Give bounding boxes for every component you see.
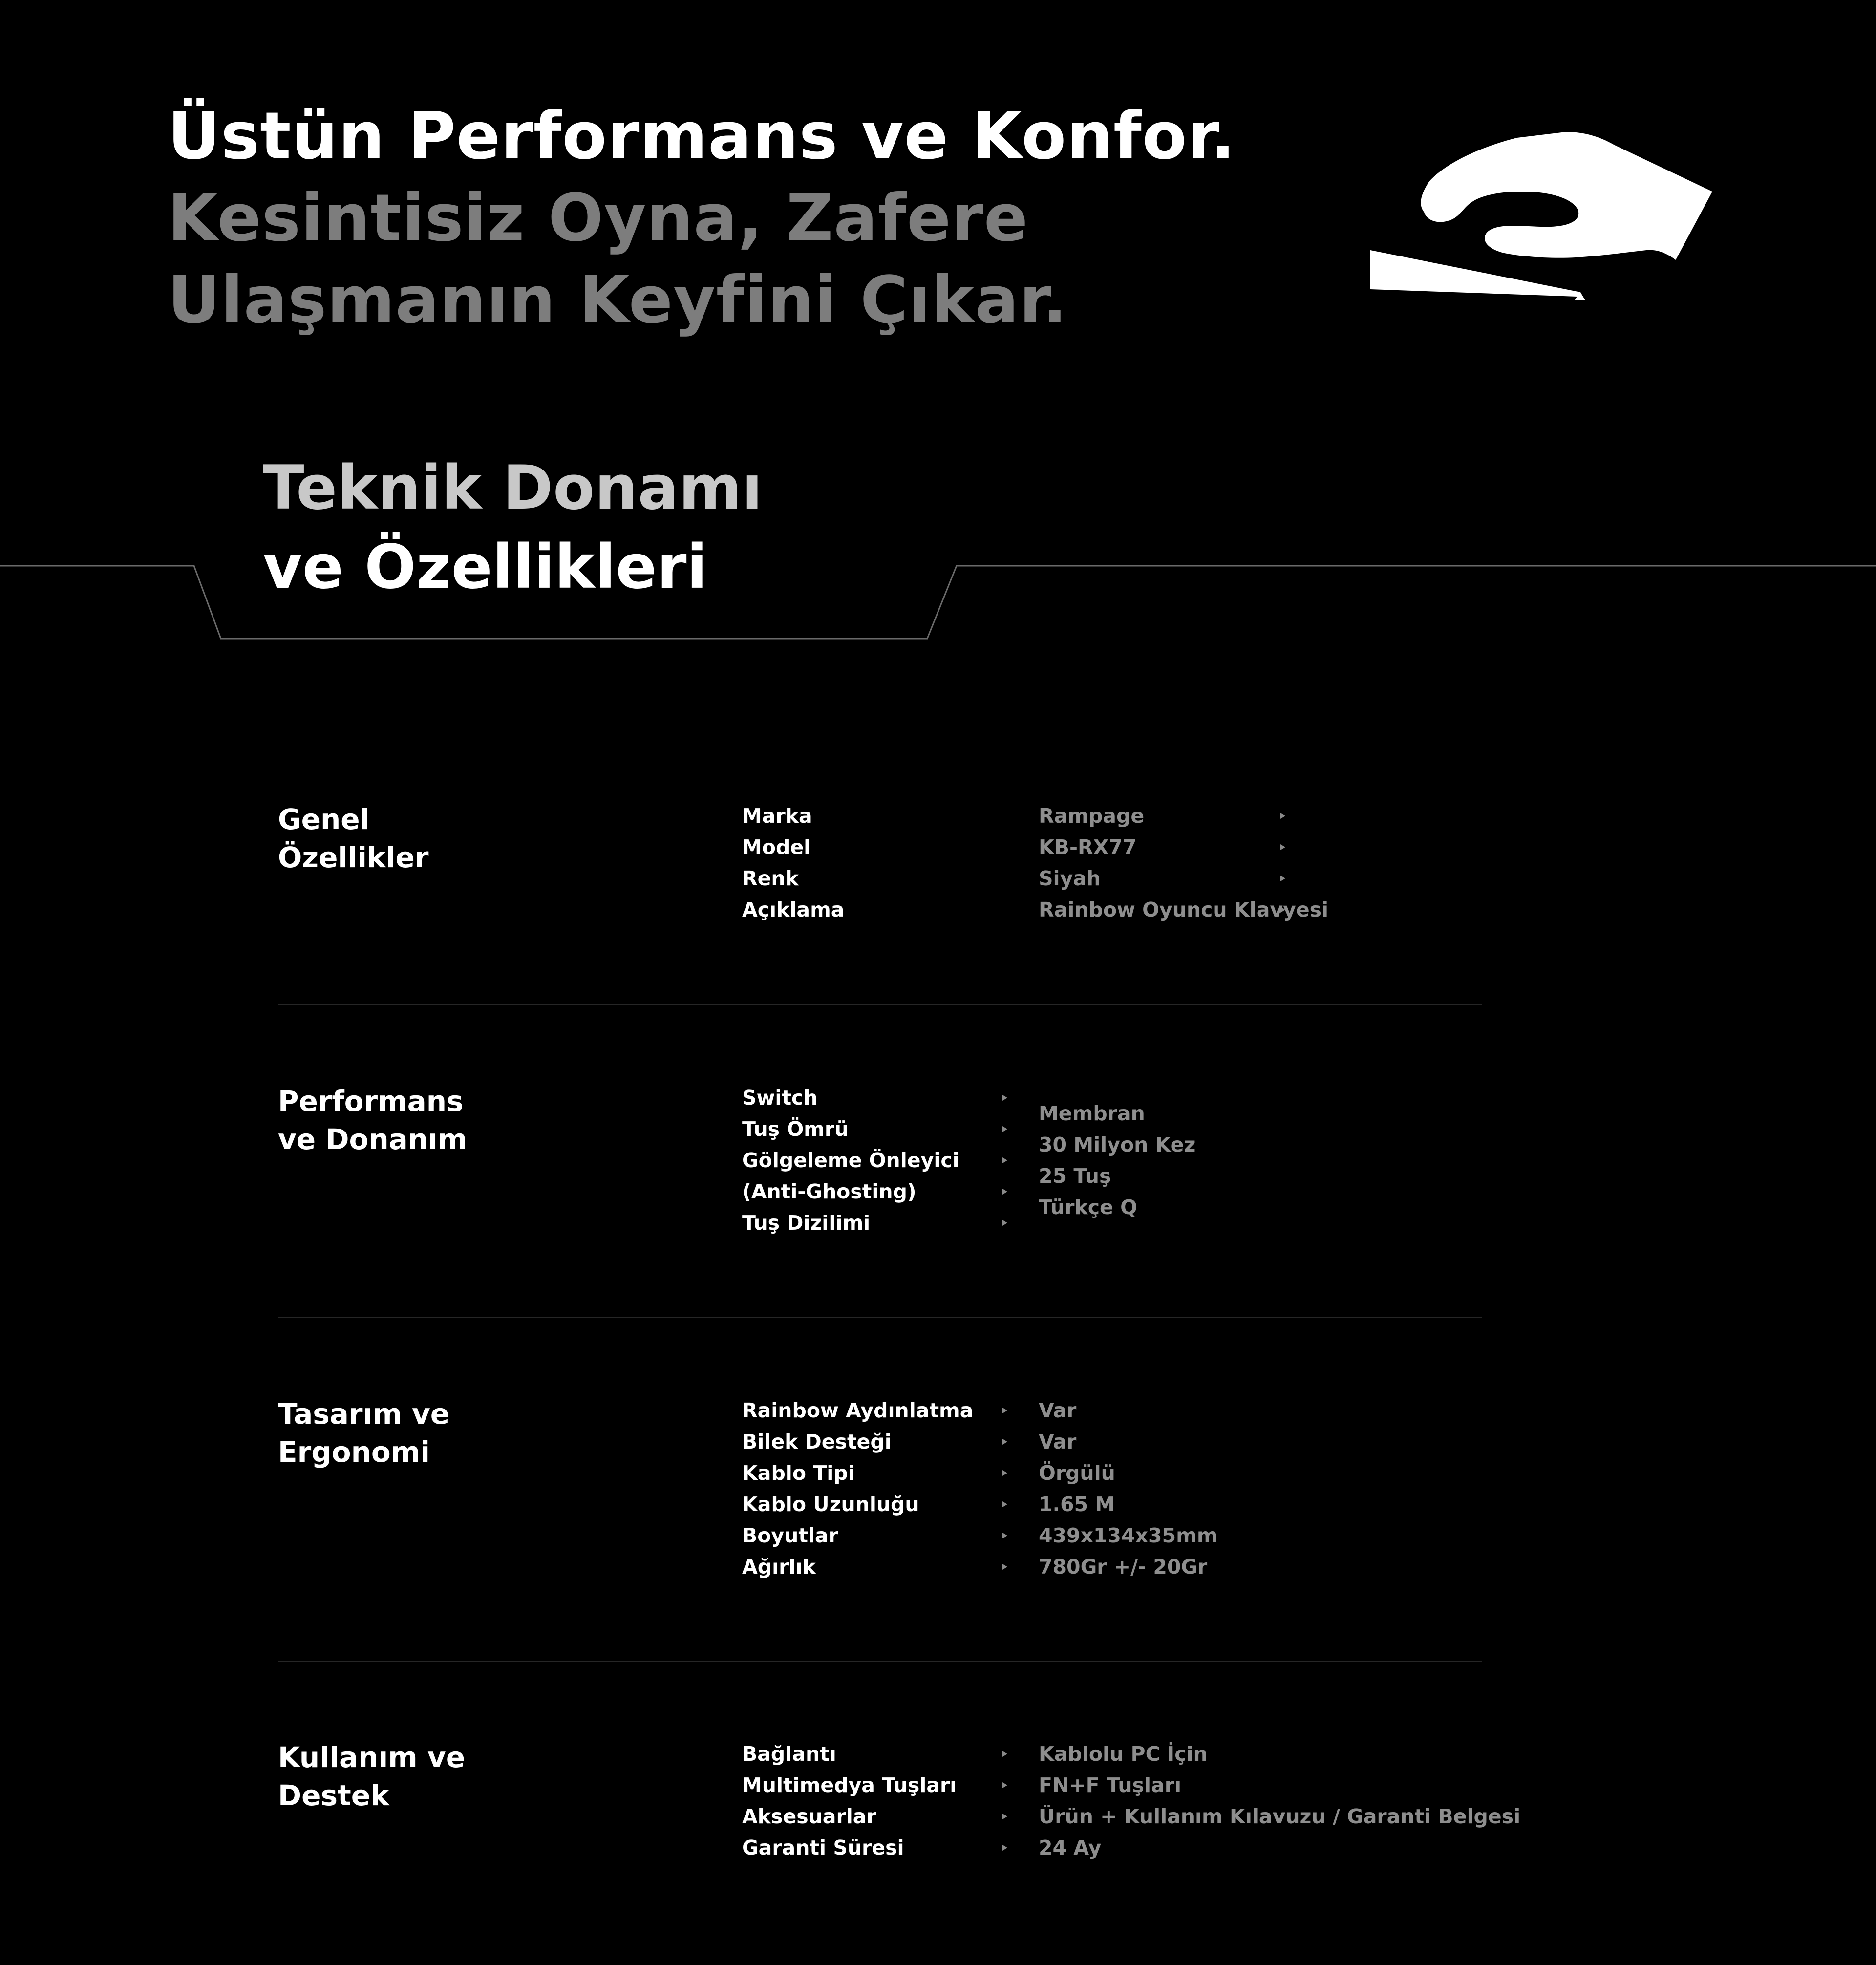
spec-label: Switch [742,1086,818,1110]
spec-value: Rainbow Oyuncu Klavyesi [1039,898,1329,921]
spec-label: Kablo Tipi [742,1461,855,1485]
triangle-right-icon [1002,1501,1007,1507]
group-title [278,1082,669,1158]
triangle-right-icon [1002,1095,1007,1101]
spec-label: Ağırlık [742,1555,816,1579]
spec-value: Örgülü [1039,1461,1115,1485]
triangle-right-icon [1002,1408,1007,1413]
hero-heading [168,95,1236,342]
spec-value: 24 Ay [1039,1836,1102,1859]
divider [278,1317,1482,1318]
triangle-right-icon [1002,1220,1007,1226]
spec-label: Renk [742,867,799,890]
triangle-right-icon [1280,844,1285,850]
triangle-right-icon [1002,1533,1007,1538]
group-title-line-2: Özellikler [278,841,429,874]
group-title-line-1: Performans [278,1085,464,1118]
spec-value: Ürün + Kullanım Kılavuzu / Garanti Belgesi [1039,1805,1521,1828]
divider [278,1004,1482,1005]
spec-value: 780Gr +/- 20Gr [1039,1555,1208,1579]
spec-label: Aksesuarlar [742,1805,876,1828]
triangle-right-icon [1002,1189,1007,1195]
triangle-right-icon [1002,1751,1007,1757]
triangle-right-icon [1280,876,1285,881]
group-title-line-2: Ergonomi [278,1435,430,1469]
group-title [278,800,669,876]
spec-label: Tuş Ömrü [742,1117,849,1141]
group-title [278,1395,669,1471]
spec-value: Rampage [1039,804,1145,828]
spec-value: Var [1039,1430,1077,1453]
triangle-right-icon [1002,1564,1007,1570]
spec-value: Türkçe Q [1039,1196,1137,1219]
hand-on-keyboard-icon [1370,128,1712,304]
spec-value: 439x134x35mm [1039,1524,1218,1547]
spec-value: Siyah [1039,867,1101,890]
triangle-right-icon [1002,1126,1007,1132]
spec-label: Gölgeleme Önleyici [742,1149,959,1172]
spec-label: Tuş Dizilimi [742,1211,871,1235]
triangle-right-icon [1002,1782,1007,1788]
hero-line-1: Üstün Performans ve Konfor. [168,99,1236,174]
triangle-right-icon [1002,1439,1007,1445]
spec-value: Membran [1039,1102,1145,1125]
spec-value: KB-RX77 [1039,835,1137,859]
group-title-line-2: Destek [278,1779,389,1812]
hero-line-3: Ulaşmanın Keyfini Çıkar. [168,263,1068,338]
divider [278,1661,1482,1662]
hero-line-2: Kesintisiz Oyna, Zafere [168,181,1029,256]
group-title-line-1: Tasarım ve [278,1397,450,1431]
section-title-frame [0,562,1876,640]
spec-values [1039,1098,1195,1223]
spec-value: 30 Milyon Kez [1039,1133,1196,1156]
section-title-line-2: ve Özellikleri [263,532,708,602]
triangle-right-icon [1002,1845,1007,1851]
spec-value: FN+F Tuşları [1039,1773,1182,1797]
group-title-line-2: ve Donanım [278,1123,468,1156]
spec-label: Açıklama [742,898,845,921]
triangle-right-icon [1002,1470,1007,1476]
group-title [278,1738,669,1815]
spec-label: Multimedya Tuşları [742,1773,957,1797]
group-title-line-1: Kullanım ve [278,1741,466,1774]
spec-label: Kablo Uzunluğu [742,1493,919,1516]
spec-value: Kablolu PC İçin [1039,1742,1208,1766]
spec-label: Rainbow Aydınlatma [742,1399,974,1422]
spec-value: 1.65 M [1039,1493,1115,1516]
spec-value: Var [1039,1399,1077,1422]
spec-label: Boyutlar [742,1524,838,1547]
section-title-line-1: Teknik Donamı [263,453,763,523]
spec-value: 25 Tuş [1039,1164,1111,1188]
spec-label: Marka [742,804,812,828]
group-title-line-1: Genel [278,803,370,836]
triangle-right-icon [1002,1814,1007,1819]
spec-label: Model [742,835,811,859]
spec-label: Garanti Süresi [742,1836,904,1859]
triangle-right-icon [1280,813,1285,819]
spec-label: Bilek Desteği [742,1430,892,1453]
triangle-right-icon [1002,1157,1007,1163]
spec-label: (Anti-Ghosting) [742,1180,917,1203]
spec-label: Bağlantı [742,1742,836,1766]
